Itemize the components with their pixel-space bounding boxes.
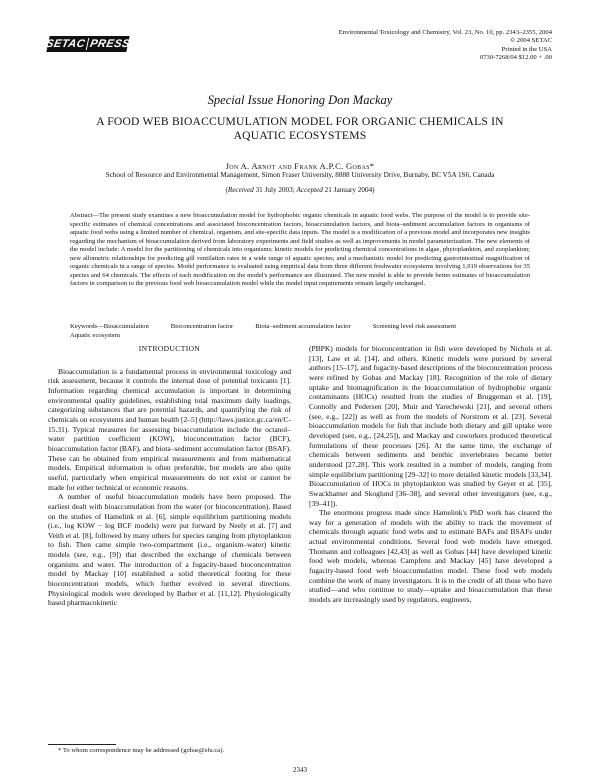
page-number: 2343: [293, 766, 307, 774]
keyword-item: Screening level risk assessment: [372, 323, 457, 330]
keyword-item: Bioconcentration factor: [170, 323, 234, 330]
abstract-label: Abstract: [70, 212, 93, 219]
paragraph: The enormous progress made since Hamelink's PhD work has cleared the way for a generation of models with the ability to track the movement of chemicals through aquatic food webs and to estimate BAFs and BSAFs under actual environmental conditions. Several food web models have emerged. Thomann and colleagues [42,43] as well as Gobas [44] have developed kinetic food web models, whereas Campfens and Mackay [45] have developed a fugacity-based food web bioaccumulation model. These food web models combine the work of many investigators. It is to the credit of all those who have studied—and who continue to study—uptake and bioaccumulation that these models are increasingly used by regulators, engineers,: [309, 508, 552, 605]
accepted-date: 21 January 2004): [322, 186, 375, 194]
special-issue-title: Special Issue Honoring Don Mackay: [207, 93, 393, 107]
footnote-divider: [48, 744, 116, 745]
accepted-label: Accepted: [296, 186, 323, 194]
abstract: [70, 212, 530, 289]
abstract-text: —The present study examines a new bioaccumulation model for hydrophobic organic chemicals in aquatic food webs. The purpose of the model is to provide site-specific estimates of chemical concentrations and associated bioconcentration factors, bioaccumulation factors, and biota–sediment accumulation factors in organisms of aquatic food webs using a limited number of chemical, organism, and site-specific data inputs. The model is a modification of a previous model and incorporates new insights regarding the mechanism of bioaccumulation derived from laboratory experiments and field studies as well as improvements in model parameterization. The new elements of the model include: A model for the partitioning of chemicals into organisms; kinetic models for predicting chemical concentrations in algae, phytoplankton, and zooplankton; new allometric relationships for predicting gill ventilation rates in a wide range of aquatic species; and a mechanistic model for predicting gastrointestinal magnification of organic chemicals in a range of species. Model performance is evaluated using empirical data from three different freshwater ecosystems involving 1,019 observations for 35 species and 64 chemicals. The effects of each modification on the model's performance are illustrated. The new model is able to provide better estimates of bioaccumulation factors in comparison to the previous food web bioaccumulation model while the model input requirements remain largely unchanged.: [70, 212, 530, 288]
dates-open-paren: (: [225, 186, 228, 194]
keyword-item: Aquatic ecosystem: [70, 331, 120, 339]
journal-line-1: Environmental Toxicology and Chemistry, Vol. 23, No. 10, pp. 2343–2355, 2004: [338, 29, 552, 36]
keywords: [70, 323, 530, 340]
logo-part-setac: SETAC: [45, 38, 90, 50]
journal-citation: [339, 29, 552, 63]
keyword-item: Biota–sediment accumulation factor: [255, 323, 351, 330]
body-column-right: [309, 344, 552, 605]
journal-line-3: Printed in the USA: [501, 45, 552, 53]
paragraph: A number of useful bioaccumulation models have been proposed. The earliest dealt with bioaccumulation from the water (or bioconcentration). Based on the studies of Hamelink et al. [6], simple equilibrium partitioning models (i.e., log KOW − log BCF models) were put forward by Neely et al. [7] and Veith et al. [8], followed by many others for species ranging from phytoplankton to fish. Then came simple two-compartment (i.e., organism–water) kinetic models (see, e.g., [9]) that described the exchange of chemicals between organisms and water. The introduction of a fugacity-based bioconcentration model by Mackay [10] established a solid theoretical footing for these bioconcentration models, which further evolved in several directions. Physiological models were developed by Barber et al. [11,12]. Physiologically based pharmacokinetic: [48, 492, 291, 608]
affiliation: School of Resource and Environmental Management, Simon Fraser University, 8888 University Drive, Burnaby, BC V5A 1S6, Canada: [105, 171, 495, 179]
keyword-item: —Bioaccumulation: [97, 323, 149, 330]
body-column-left: [48, 344, 291, 608]
received-date: 31 July 2003;: [253, 186, 297, 194]
paragraph: Bioaccumulation is a fundamental process in environmental toxicology and risk assessment, because it controls the internal dose of potential toxicants [1]. Information regarding chemical accumulation is important in determining environmental quality guidelines, establishing total maximum daily loadings, categorizing substances that are potential hazards, and quantifying the risk of chemicals on ecosystems and human health [2–5] (http://laws.justice.gc.ca/en/C-15.31). Typical measures for assessing bioaccumulation include the octanol–water partition coefficient (KOW), bioconcentration factor (BCF), bioaccumulation factor (BAF), and biota–sediment accumulation factor (BSAF). These can be obtained from empirical measurements and from mathematical models. Empirical information is often preferable, but models are also quite useful, particularly when empirical measurements do not exist or cannot be made for either technical or economic reasons.: [48, 366, 291, 492]
section-heading-introduction: INTRODUCTION: [138, 344, 201, 353]
received-accepted-dates: [0, 186, 600, 194]
setac-press-logo: [44, 36, 132, 52]
correspondence-footnote: * To whom correspondence may be addressed (gobas@sfu.ca).: [58, 747, 225, 754]
keywords-label: Keywords: [70, 323, 98, 330]
journal-line-4: 0730-7268/04 $12.00 + .00: [479, 54, 552, 62]
received-label: Received: [227, 186, 254, 194]
paper-title: A FOOD WEB BIOACCUMULATION MODEL FOR ORGANIC CHEMICALS IN AQUATIC ECOSYSTEMS: [96, 115, 504, 142]
logo-part-press: PRESS: [88, 38, 132, 50]
paragraph: (PBPK) models for bioconcentration in fish were developed by Nichols et al. [13], Law et al. [14], and others. Kinetic models were pursued by several authors [15–17], and fugacity-based descriptions of the bioconcentration process were refined by Gobas and Mackay [18]. Recognition of the role of dietary uptake and biomagnification in the bioaccumulation of hydrophobic organic contaminants (HOCs) resulted from the studies of Bruggeman et al. [19], Connolly and Pedersen [20], Muir and Yarechewski [21], and several others (see, e.g., [22]) as well as from the models of Norstrom et al. [23]. Several bioaccumulation models for fish that include both dietary and gill uptake were developed (see, e.g., [24,25]), and Mackay and coworkers produced theoretical formulations of these processes [26]. At the same time, the exchange of chemicals between sediments and benthic invertebrates became better understood [27,28]. This work resulted in a number of models, ranging from simple equilibrium partitioning [29–32] to more detailed kinetic models [33,34]. Bioaccumulation of HOCs in phytoplankton was studied by Geyer et al. [35], Swackhamer and Skoglund [36–38], and several other investigators (see, e.g., [39–41]).: [309, 344, 552, 508]
journal-line-2: © 2004 SETAC: [510, 37, 552, 45]
authors: Jon A. Arnot and Frank A.P.C. Gobas*: [225, 161, 375, 171]
